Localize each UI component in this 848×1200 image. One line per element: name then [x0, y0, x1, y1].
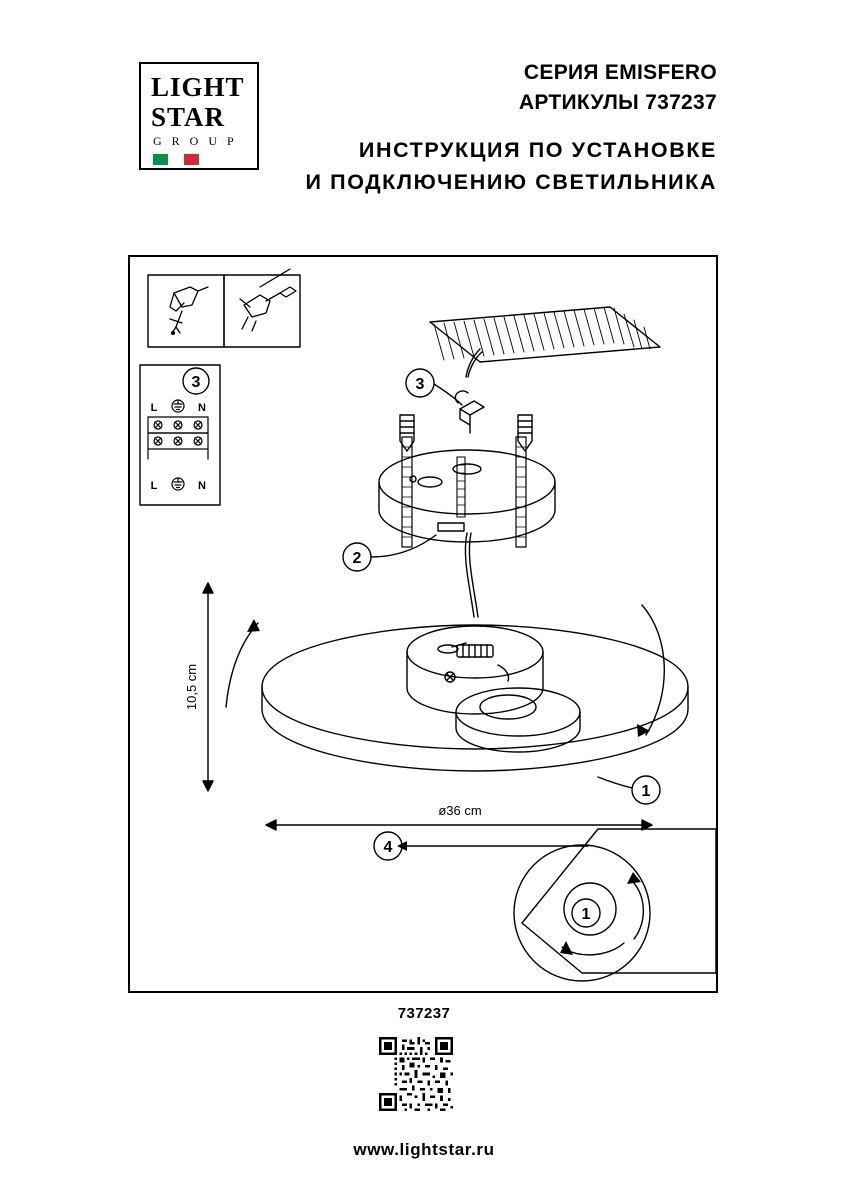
screw-right: [516, 437, 526, 547]
italy-flag-icon: [153, 154, 199, 165]
terminal-label-L-top: L: [150, 402, 158, 414]
header-text-block: [237, 58, 717, 198]
plate-connector: [455, 391, 484, 433]
rotate-arrow-left: [226, 623, 258, 707]
callout-3-label: 3: [415, 376, 425, 393]
tool-box-drill: [148, 275, 224, 347]
callout-1-label: 1: [641, 783, 651, 800]
ceiling-slab: [430, 307, 660, 362]
detail-inset: [514, 829, 716, 981]
qr-code-icon: [379, 1037, 453, 1111]
header: [0, 44, 848, 204]
fixture-body: [407, 626, 543, 714]
logo-line-star: STAR: [151, 102, 226, 132]
footer: [0, 1005, 848, 1159]
callout-2-label: 2: [352, 550, 362, 567]
series-label: СЕРИЯ EMISFERO: [523, 61, 717, 84]
logo-line-group: G R O U P: [153, 134, 238, 148]
terminal-label-N-top: N: [198, 402, 206, 414]
mounting-plate: [379, 450, 555, 542]
drill-icon: [170, 287, 208, 334]
footer-article-code: 737237: [397, 1005, 451, 1022]
screw-left: [402, 437, 412, 547]
instruction-title-line2: И ПОДКЛЮЧЕНИЮ СВЕТИЛЬНИКА: [305, 170, 717, 194]
lens-disc: [456, 688, 580, 752]
article-label: АРТИКУЛЫ 737237: [518, 91, 717, 114]
dowel-right: [518, 415, 532, 451]
screwdriver-icon: [240, 269, 296, 331]
callout-4-label: 4: [383, 839, 393, 856]
dimension-height: [203, 583, 213, 791]
rotate-arrow-right: [642, 605, 664, 735]
earth-symbol-bottom: [172, 478, 184, 490]
callout-3-terminal-label: 3: [191, 374, 201, 391]
callout-1b-label: 1: [581, 906, 591, 923]
assembly-diagram-frame: [128, 255, 718, 993]
terminal-label-L-bottom: L: [150, 480, 158, 492]
logo-line-light: LIGHT: [151, 72, 245, 102]
assembly-diagram: [130, 257, 716, 991]
earth-symbol-top: [172, 400, 184, 412]
terminal-label-N-bottom: N: [198, 480, 206, 492]
website-url: www.lightstar.ru: [353, 1140, 495, 1159]
dimension-diameter: [266, 820, 652, 830]
instruction-title-line1: ИНСТРУКЦИЯ ПО УСТАНОВКЕ: [358, 138, 717, 162]
dimension-height-label: 10,5 cm: [184, 663, 199, 711]
dimension-diameter-label: ø36 cm: [438, 803, 482, 818]
screw-center: [457, 457, 465, 517]
terminal-strip: [148, 417, 208, 459]
